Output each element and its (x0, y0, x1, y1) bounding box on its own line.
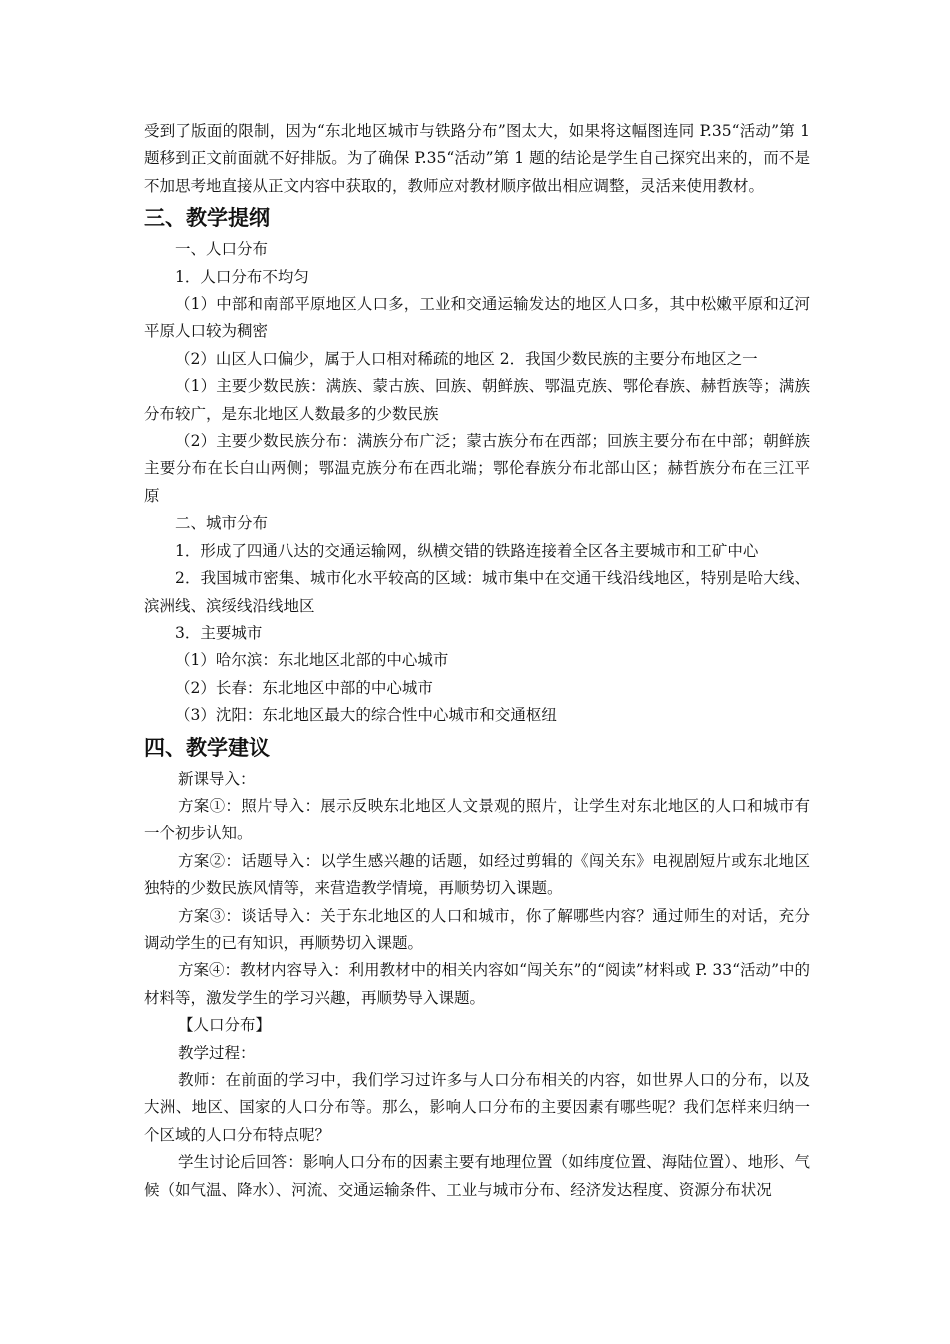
suggestion-paragraph: 方案①：照片导入：展示反映东北地区人文景观的照片，让学生对东北地区的人口和城市有一个初步认知。 (144, 796, 810, 843)
outline-item: 一、人口分布 (175, 240, 269, 259)
suggestion-paragraph: 教学过程： (178, 1043, 256, 1062)
outline-item: （2）主要少数民族分布：满族分布广泛；蒙古族分布在西部；回族主要分布在中部；朝鲜族主要分布在长白山两侧；鄂温克族分布在西北端；鄂伦春族分布北部山区；赫哲族分布在三江平原 (144, 432, 810, 505)
section-heading-outline: 三、教学提纲 (144, 206, 270, 231)
outline-item: （2）长春：东北地区中部的中心城市 (175, 678, 433, 697)
outline-item: （1）主要少数民族：满族、蒙古族、回族、朝鲜族、鄂温克族、鄂伦春族、赫哲族等；满族分布较广，是东北地区人数最多的少数民族 (144, 377, 810, 423)
suggestion-paragraph: 新课导入： (178, 769, 256, 788)
suggestion-paragraph: 方案③：谈话导入：关于东北地区的人口和城市，你了解哪些内容？通过师生的对话，充分调动学生的已有知识，再顺势切入课题。 (144, 906, 810, 952)
outline-item: 1．形成了四通八达的交通运输网，纵横交错的铁路连接着全区各主要城市和工矿中心 (175, 541, 759, 560)
outline-item: 2．我国城市密集、城市化水平较高的区域：城市集中在交通干线沿线地区，特别是哈大线、滨洲线、滨绥线沿线地区 (144, 569, 810, 615)
outline-item: （1）哈尔滨：东北地区北部的中心城市 (175, 651, 449, 670)
outline-item: 1．人口分布不均匀 (175, 267, 309, 286)
outline-item: 二、城市分布 (175, 514, 269, 533)
suggestion-paragraph: 教师：在前面的学习中，我们学习过许多与人口分布相关的内容，如世界人口的分布，以及大洲、地区、国家的人口分布等。那么，影响人口分布的主要因素有哪些呢？我们怎样来归纳一个区域的人口分布特点呢？ (144, 1071, 810, 1144)
outline-item: （2）山区人口偏少，属于人口相对稀疏的地区 2．我国少数民族的主要分布地区之一 (175, 349, 758, 368)
suggestion-paragraph: 方案②：话题导入：以学生感兴趣的话题，如经过剪辑的《闯关东》电视剧短片或东北地区独特的少数民族风情等，来营造教学情境，再顺势切入课题。 (144, 851, 810, 898)
outline-item: 3．主要城市 (175, 623, 263, 642)
suggestion-paragraph: 【人口分布】 (178, 1016, 272, 1035)
outline-item: （1）中部和南部平原地区人口多，工业和交通运输发达的地区人口多，其中松嫩平原和辽河平原人口较为稠密 (144, 295, 810, 341)
suggestion-paragraph: 学生讨论后回答：影响人口分布的因素主要有地理位置（如纬度位置、海陆位置）、地形、气候（如气温、降水）、河流、交通运输条件、工业与城市分布、经济发达程度、资源分布状况 (144, 1153, 810, 1199)
intro-paragraph: 受到了版面的限制，因为“东北地区城市与铁路分布”图太大，如果将这幅图连同 P.35“活动”第 1 题移到正文前面就不好排版。为了确保 P.35“活动”第 1 题的结论是学生自己探究出来的，而不是不加思考地直接从正文内容中获取的，教师应对教材顺序做出相应调整，灵活来使用教材。 (144, 122, 810, 195)
document-page (144, 118, 810, 1204)
suggestion-paragraph: 方案④：教材内容导入：利用教材中的相关内容如“闯关东”的“阅读”材料或 P. 33“活动”中的材料等，激发学生的学习兴趣，再顺势导入课题。 (144, 961, 810, 1007)
section-heading-suggestions: 四、教学建议 (144, 735, 270, 760)
outline-item: （3）沈阳：东北地区最大的综合性中心城市和交通枢纽 (175, 706, 557, 725)
